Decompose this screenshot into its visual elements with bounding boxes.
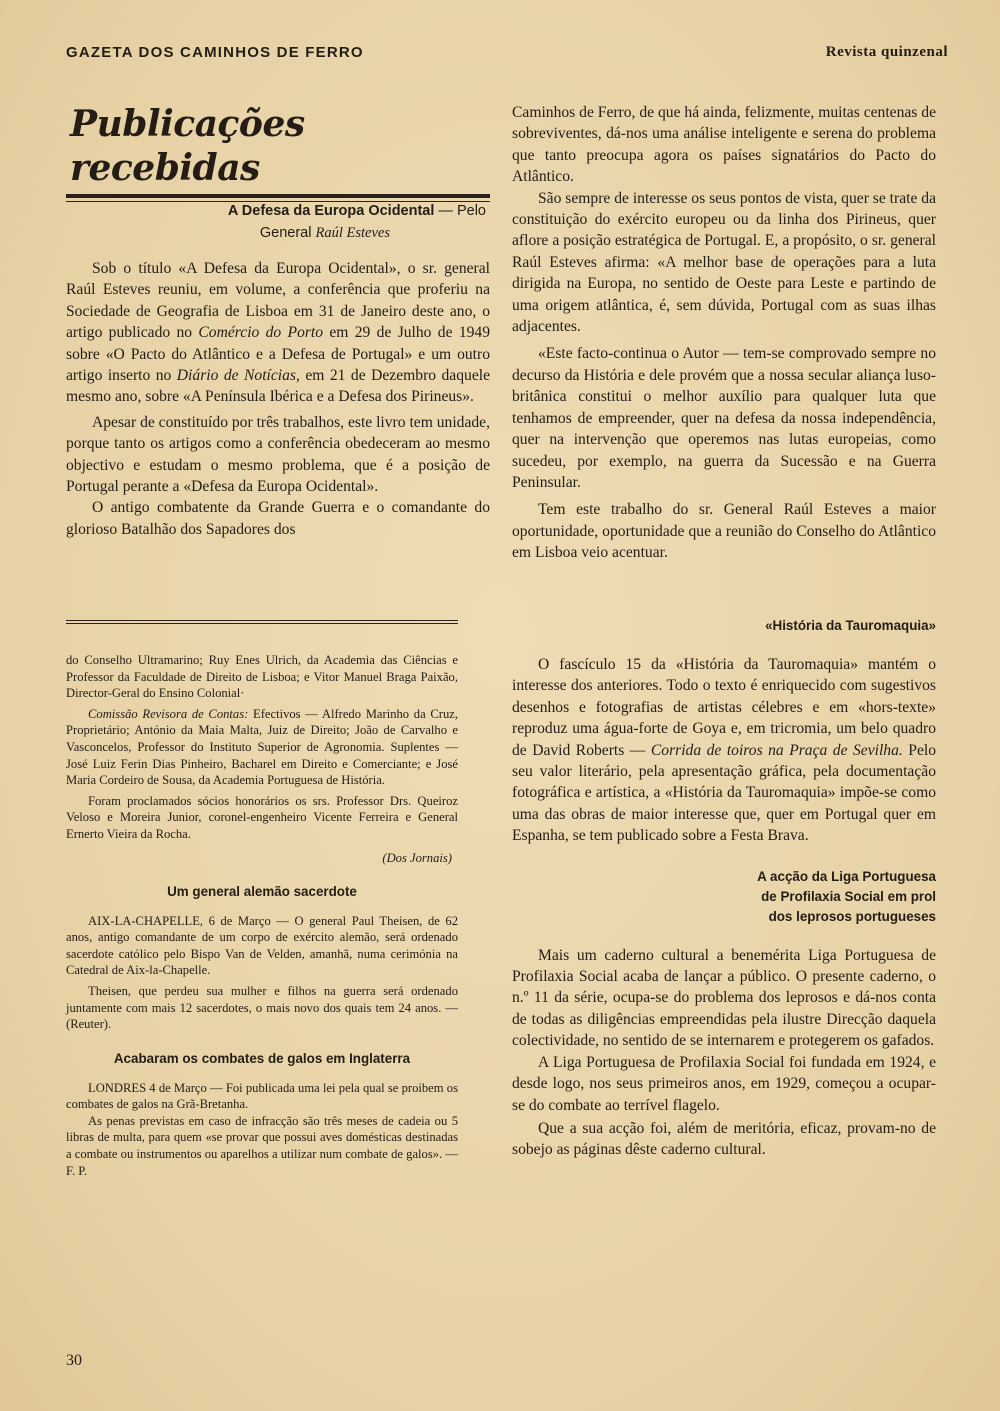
paragraph: Tem este trabalho do sr. General Raúl Esteves a maior oportunidade, oportunidade que a reunião do Conselho do Atlântico em Lisboa veio acentuar.: [512, 501, 936, 562]
running-head-title: GAZETA DOS CAMINHOS DE FERRO: [66, 44, 364, 61]
article-heading: Um general alemão sacerdote: [167, 883, 357, 899]
article-heading-title: A Defesa da Europa Ocidental: [227, 203, 435, 219]
newspaper-name: Diário de Notícias: [176, 367, 297, 385]
paragraph: As penas previstas em caso de infracção são três meses de cadeia ou 5 libras de multa, para quem «se provar que possui aves domésticas destinadas a combate ou instrumentos ou aparelhos a utilizar num combate de galos». — F. P.: [66, 1113, 458, 1178]
paragraph: Theisen, que perdeu sua mulher e filhos na guerra será ordenado juntamente com mais 12 sacerdotes, o mais novo dos quais tem 24 anos. — (Reuter).: [66, 983, 458, 1032]
article-heading: «História da Tauromaquia»: [765, 618, 936, 633]
text-run: Sob o título «A Defesa da Europa Ocidental», o sr. general Raúl Esteves reuniu, em volume, a conferência que proferiu na Sociedade de Geografia de Lisboa em 31 de Janeiro deste ano, o artigo publicado no: [66, 260, 490, 342]
committee-label: Comissão Revisora de Contas:: [88, 706, 249, 721]
text-run: , em 21 de Dezembro daquele mesmo ano, sobre «A Península Ibérica e a Defesa dos Pirineus».: [66, 367, 491, 406]
heading-line: dos leprosos portugueses: [768, 908, 936, 924]
article-byline: [66, 222, 390, 244]
text-run: Efectivos — Alfredo Marinho da Cruz, Proprietário; António da Maia Malta, Juiz de Direito; João de Carvalho e Vasconcelos, Professor do Instituto Superior de Agronomia. Suplentes — José Luiz Ferin Dias Pinheiro, Bacharel em Direito e Comerciante; e José Maria Cordeiro de Sousa, da Academia Portuguesa de História.: [66, 706, 458, 788]
newspaper-name: Comércio do Porto: [198, 324, 324, 342]
paragraph: A Liga Portuguesa de Profilaxia Social foi fundada em 1924, e desde logo, nos seus primeiros anos, em 1929, começou a ocupar-se do combate ao terrível flagelo.: [512, 1053, 936, 1114]
paragraph: [66, 258, 490, 408]
paragraph: Foram proclamados sócios honorários os srs. Professor Drs. Queiroz Veloso e Moreira Junior, coronel-engenheiro Vicente Ferreira e General Ernerto Vieira da Rocha.: [66, 793, 458, 841]
text-run: Pelo seu valor literário, pela apresentação gráfica, pela documentação fotográfica e artística, a «História da Tauromaquia» impõe-se como uma das obras de maior interesse que, quer em Portugal quer em Espanha, se tem publicado sobre a Festa Brava.: [512, 741, 937, 845]
byline-name: Raúl Esteves: [315, 225, 390, 241]
paragraph: Caminhos de Ferro, de que há ainda, felizmente, muitas centenas de sobreviventes, dá-nos uma análise inteligente e serena do problema que tanto preocupa agora os países signatários do Pacto do Atlântico.: [512, 104, 936, 186]
paragraph: AIX-LA-CHAPELLE, 6 de Março — O general Paul Theisen, de 62 anos, antigo comandante de um corpo de exército alemão, será ordenado sacerdote católico pelo Bispo Van de Velden, amanhã, numa cerimónia na Catedral de Aix-la-Chapelle.: [66, 913, 458, 978]
article-heading: [66, 200, 486, 222]
paragraph: Apesar de constituído por três trabalhos, este livro tem unidade, porque tanto os artigos como a conferência obedeceram ao mesmo objectivo e estudam o mesmo problema, que é a posição de Portugal perante a «Defesa da Europa Ocidental».: [66, 413, 490, 496]
section-title-block: [66, 102, 490, 202]
column-upper-right: [512, 102, 936, 564]
column-lower-right: [512, 616, 936, 1161]
text-run: em 29 de Julho de 1949 sobre «O Pacto do Atlântico e a Defesa de Portugal» e um outro artigo inserto no: [66, 324, 491, 385]
article-heading: Acabaram os combates de galos em Inglaterra: [113, 1050, 411, 1066]
article-heading: [512, 867, 936, 927]
paragraph: [512, 654, 936, 847]
heading-line: A acção da Liga Portuguesa: [757, 868, 936, 884]
attribution: (Dos Jornais): [382, 850, 452, 865]
paragraph: LONDRES 4 de Março — Foi publicada uma lei pela qual se proibem os combates de galos na Grã-Bretanha.: [66, 1080, 458, 1112]
painting-title: Corrida de toiros na Praça de Sevilha.: [650, 741, 903, 759]
paragraph: Mais um caderno cultural a benemérita Liga Portuguesa de Profilaxia Social acaba de lançar a público. O presente caderno, o n.º 11 da série, ocupa-se do problema dos leprosos e dá-nos conta de todas as diligências empreendidas pela ilustre Direcção daquela colectividade, no sentido de se internarem e protegerem os gafados.: [512, 946, 936, 1050]
paragraph: do Conselho Ultramarino; Ruy Enes Ulrich, da Academia das Ciências e Professor da Faculdade de Direito de Lisboa; e Vitor Manuel Braga Paixão, Director-Geral do Ensino Colonial·: [66, 653, 458, 701]
section-divider: [66, 620, 458, 624]
byline-prefix: General: [259, 225, 316, 241]
article-heading-dash: — Pelo: [434, 203, 486, 219]
text-run: O fascículo 15 da «História da Tauromaquia» mantém o interesse dos anteriores. Todo o texto é enriquecido com sugestivos desenhos e fotografias de artistas célebres e em «hors-texte» reproduz uma água-forte de Goya e, em tricromia, um belo quadro de David Roberts —: [512, 656, 936, 759]
paragraph: O antigo combatente da Grande Guerra e o comandante do glorioso Batalhão dos Sapadores dos: [66, 499, 490, 538]
paragraph: São sempre de interesse os seus pontos de vista, quer se trate da constituição do exército europeu ou da linha dos Pirineus, quer aflore a posição estratégica de Portugal. E, a propósito, o sr. general Raúl Esteves afirma: «A melhor base de operações para a luta dirigida na Europa, no sentido de Oeste para Leste e partindo de uma origem atlântica, é, sem dúvida, Portugal com as suas ilhas adjacentes.: [512, 189, 936, 336]
paragraph: «Este facto-continua o Autor — tem-se comprovado sempre no decurso da História e dele provém que a nossa secular aliança luso-britânica constitui o melhor auxílio para qualquer luta que tenhamos de empreender, quer na defesa da nossa independência, quer na intervenção que operemos nas lutas europeias, como sucedeu, por exemplo, na guerra da Sucessão e na Guerra Peninsular.: [512, 345, 936, 491]
column-upper-left: [66, 200, 490, 540]
heading-line: de Profilaxia Social em prol: [761, 888, 936, 904]
paragraph: [66, 706, 458, 789]
paragraph: Que a sua acção foi, além de meritória, eficaz, provam-no de sobejo as páginas dêste caderno cultural.: [512, 1119, 936, 1159]
running-head-subtitle: Revista quinzenal: [825, 44, 948, 60]
page-number: 30: [66, 1352, 82, 1369]
section-title: Publicações recebidas: [70, 103, 305, 189]
column-lower-left: [66, 652, 458, 1179]
